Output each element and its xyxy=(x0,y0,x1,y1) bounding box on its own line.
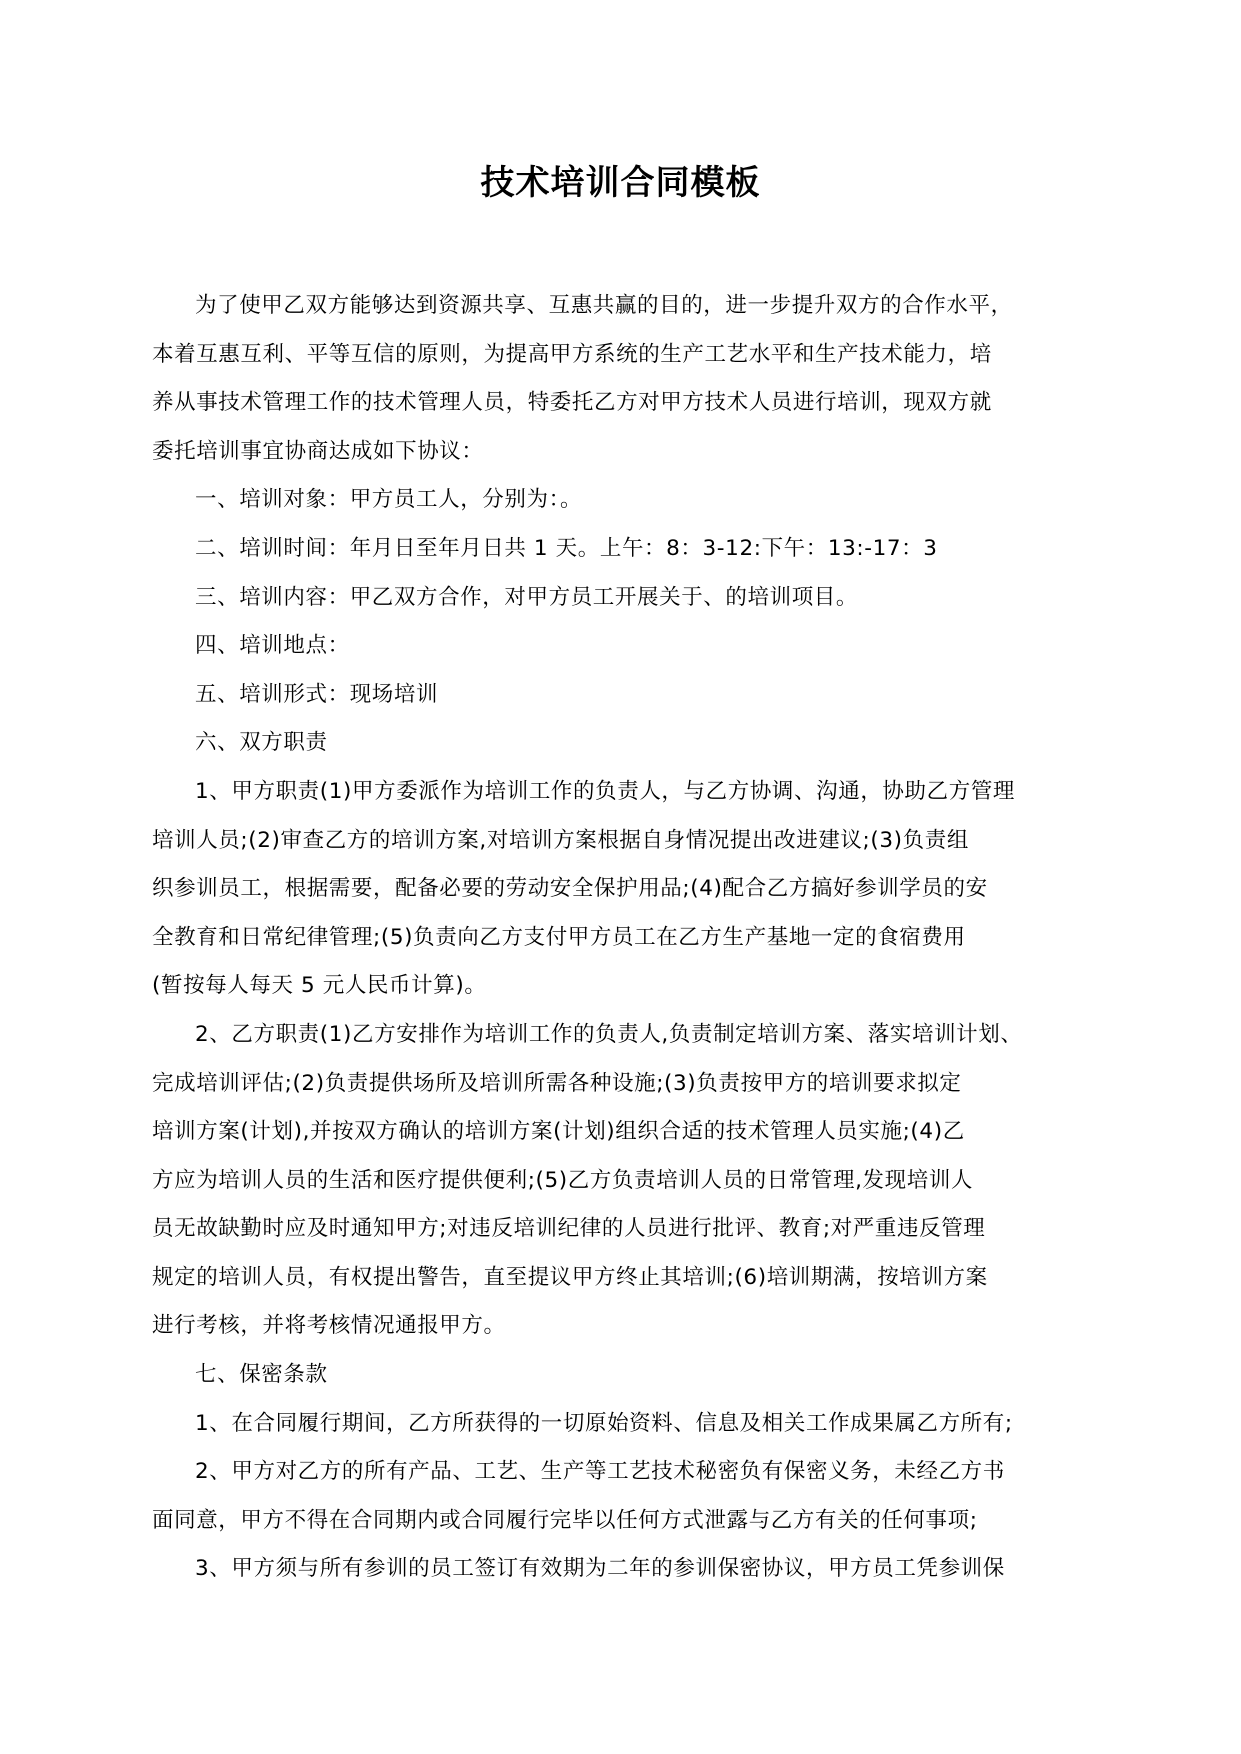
party-a-duties-line: 培训人员;(2)审查乙方的培训方案,对培训方案根据自身情况提出改进建议;(3)负责组 xyxy=(152,827,969,853)
confidentiality-line: 面同意，甲方不得在合同期内或合同履行完毕以任何方式泄露与乙方有关的任何事项; xyxy=(152,1507,978,1533)
party-b-duties-line: 完成培训评估;(2)负责提供场所及培训所需各种设施;(3)负责按甲方的培训要求拟定 xyxy=(152,1070,962,1096)
clause-training-time: 二、培训时间：年月日至年月日共 1 天。上午：8：3-12:下午：13:-17：3 xyxy=(195,535,938,561)
confidentiality-line: 1、在合同履行期间，乙方所获得的一切原始资料、信息及相关工作成果属乙方所有; xyxy=(195,1410,1013,1436)
party-b-duties-line: 规定的培训人员，有权提出警告，直至提议甲方终止其培训;(6)培训期满，按培训方案 xyxy=(152,1264,988,1290)
intro-paragraph xyxy=(152,282,1094,476)
clause-training-target: 一、培训对象：甲方员工人，分别为：。 xyxy=(195,487,583,513)
confidentiality-line: 3、甲方须与所有参训的员工签订有效期为二年的参训保密协议，甲方员工凭参训保 xyxy=(195,1556,1005,1582)
document-body xyxy=(152,282,1094,1594)
intro-line: 委托培训事宜协商达成如下协议： xyxy=(152,438,484,464)
document-title: 技术培训合同模板 xyxy=(480,163,761,203)
party-b-duties-line: 方应为培训人员的生活和医疗提供便利;(5)乙方负责培训人员的日常管理,发现培训人 xyxy=(152,1167,974,1193)
party-a-duties-line: (暂按每人每天 5 元人民币计算)。 xyxy=(152,973,487,999)
party-b-duties-line: 培训方案(计划),并按双方确认的培训方案(计划)组织合适的技术管理人员实施;(4)乙 xyxy=(152,1119,965,1145)
party-b-duties xyxy=(152,1011,1094,1351)
clause-training-content: 三、培训内容：甲乙双方合作，对甲方员工开展关于、的培训项目。 xyxy=(195,584,859,610)
party-a-duties-line: 1、甲方职责(1)甲方委派作为培训工作的负责人，与乙方协调、沟通，协助乙方管理 xyxy=(195,778,1016,804)
clause-training-location: 四、培训地点： xyxy=(195,633,350,659)
party-b-duties-line: 进行考核，并将考核情况通报甲方。 xyxy=(152,1313,506,1339)
confidentiality-item-1 xyxy=(152,1400,1094,1449)
party-a-duties xyxy=(152,768,1094,1011)
intro-line: 养从事技术管理工作的技术管理人员，特委托乙方对甲方技术人员进行培训，现双方就 xyxy=(152,390,992,416)
confidentiality-line: 2、甲方对乙方的所有产品、工艺、生产等工艺技术秘密负有保密义务，未经乙方书 xyxy=(195,1459,1005,1485)
clause-confidentiality-heading: 七、保密条款 xyxy=(195,1362,328,1388)
confidentiality-item-2 xyxy=(152,1448,1094,1545)
clause-responsibilities-heading: 六、双方职责 xyxy=(195,730,328,756)
confidentiality-item-3 xyxy=(152,1545,1094,1594)
party-b-duties-line: 2、乙方职责(1)乙方安排作为培训工作的负责人,负责制定培训方案、落实培训计划、 xyxy=(195,1021,1023,1047)
party-b-duties-line: 员无故缺勤时应及时通知甲方;对违反培训纪律的人员进行批评、教育;对严重违反管理 xyxy=(152,1216,986,1242)
intro-line: 为了使甲乙双方能够达到资源共享、互惠共赢的目的，进一步提升双方的合作水平， xyxy=(195,293,1013,318)
intro-line: 本着互惠互利、平等互信的原则，为提高甲方系统的生产工艺水平和生产技术能力，培 xyxy=(152,341,992,367)
clause-training-form: 五、培训形式：现场培训 xyxy=(195,681,439,707)
party-a-duties-line: 全教育和日常纪律管理;(5)负责向乙方支付甲方员工在乙方生产基地一定的食宿费用 xyxy=(152,924,966,950)
party-a-duties-line: 织参训员工，根据需要，配备必要的劳动安全保护用品;(4)配合乙方搞好参训学员的安 xyxy=(152,876,988,902)
